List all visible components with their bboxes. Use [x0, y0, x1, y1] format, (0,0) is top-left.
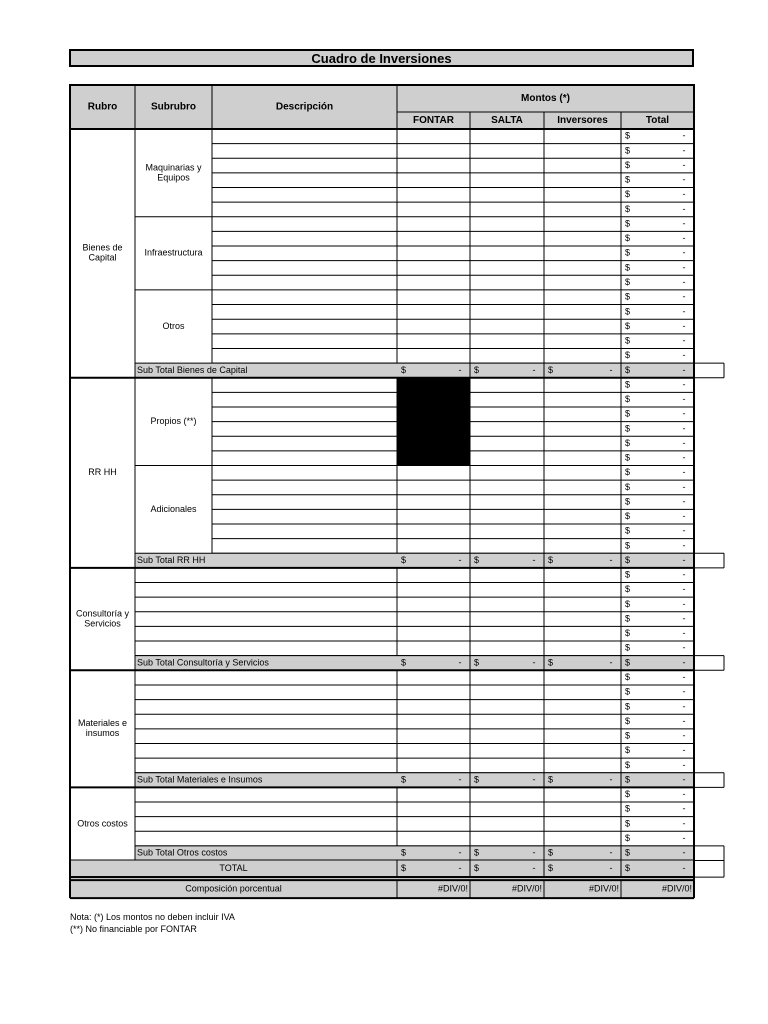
total-currency: $	[625, 715, 631, 726]
dash-value: -	[682, 832, 686, 843]
subtotal-currency: $	[625, 847, 631, 858]
extra-cell	[695, 773, 724, 788]
total-currency: $	[625, 306, 631, 317]
dash-value: -	[682, 174, 686, 185]
total-row-currency: $	[401, 863, 407, 874]
header-rubro: Rubro	[87, 101, 118, 113]
rubro-label: insumos	[85, 728, 120, 739]
dash-value: -	[458, 554, 462, 565]
div-error-value: #DIV/0!	[437, 883, 468, 894]
subrubro-label: Infraestructura	[144, 247, 203, 258]
subtotal-currency: $	[474, 847, 480, 858]
dash-value: -	[609, 847, 613, 858]
dash-value: -	[682, 672, 686, 682]
dash-value: -	[682, 394, 686, 405]
subtotal-currency: $	[548, 364, 554, 375]
header-descripcion: Descripción	[275, 101, 334, 113]
subtotal-currency: $	[401, 554, 407, 565]
dash-value: -	[609, 364, 613, 375]
subtotal-currency: $	[401, 774, 407, 785]
subrubro-label: Maquinarias y	[145, 162, 202, 173]
dash-value: -	[682, 247, 686, 258]
total-currency: $	[625, 496, 631, 507]
header-total: Total	[645, 115, 670, 127]
total-currency: $	[625, 233, 631, 244]
header-inversores: Inversores	[557, 115, 608, 127]
total-currency: $	[625, 379, 631, 390]
dash-value: -	[682, 233, 686, 244]
dash-value: -	[682, 803, 686, 814]
dash-value: -	[682, 159, 686, 170]
rubro-label: RR HH	[88, 467, 117, 478]
subtotal-currency: $	[548, 554, 554, 565]
dash-value: -	[609, 774, 613, 785]
subtotal-currency: $	[548, 847, 554, 858]
subtotal-label: Sub Total RR HH	[137, 554, 206, 565]
dash-value: -	[682, 218, 686, 229]
dash-value: -	[609, 554, 613, 565]
extra-cell	[695, 553, 724, 568]
subrubro-label: Adicionales	[150, 503, 197, 514]
total-currency: $	[625, 262, 631, 273]
total-currency: $	[625, 686, 631, 697]
dash-value: -	[458, 847, 462, 858]
total-currency: $	[625, 452, 631, 463]
dash-value: -	[682, 715, 686, 726]
dash-value: -	[532, 554, 536, 565]
dash-value: -	[458, 657, 462, 668]
dash-value: -	[682, 335, 686, 346]
dash-value: -	[682, 613, 686, 624]
extra-cell	[695, 363, 724, 378]
subtotal-currency: $	[548, 657, 554, 668]
dash-value: -	[609, 657, 613, 668]
dash-value: -	[682, 408, 686, 419]
rubro-label: Capital	[88, 252, 117, 263]
total-row	[70, 861, 694, 878]
total-currency: $	[625, 745, 631, 756]
dash-value: -	[682, 364, 686, 375]
subrubro-label: Equipos	[157, 172, 190, 183]
total-row-currency: $	[548, 863, 554, 874]
dash-value: -	[682, 789, 686, 800]
dash-value: -	[682, 511, 686, 522]
rubro-label: Servicios	[84, 618, 121, 629]
fontar-blocked-cell	[397, 378, 470, 466]
total-currency: $	[625, 189, 631, 200]
dash-value: -	[682, 759, 686, 770]
dash-value: -	[682, 189, 686, 200]
total-label: TOTAL	[219, 863, 248, 874]
total-currency: $	[625, 628, 631, 639]
subrubro-label: Otros	[162, 320, 185, 331]
header-fontar: FONTAR	[413, 115, 454, 127]
dash-value: -	[609, 863, 613, 874]
total-currency: $	[625, 818, 631, 829]
total-currency: $	[625, 701, 631, 712]
dash-value: -	[458, 774, 462, 785]
div-error-value: #DIV/0!	[588, 883, 619, 894]
div-error-value: #DIV/0!	[661, 883, 692, 894]
total-currency: $	[625, 759, 631, 770]
dash-value: -	[682, 847, 686, 858]
subtotal-currency: $	[625, 774, 631, 785]
total-currency: $	[625, 832, 631, 843]
subtotal-currency: $	[474, 364, 480, 375]
dash-value: -	[532, 847, 536, 858]
dash-value: -	[682, 686, 686, 697]
dash-value: -	[682, 540, 686, 551]
note-iva: Nota: (*) Los montos no deben incluir IVA	[70, 912, 235, 922]
subtotal-label: Sub Total Materiales e Insumos	[137, 774, 263, 785]
dash-value: -	[532, 364, 536, 375]
dash-value: -	[682, 262, 686, 273]
dash-value: -	[458, 364, 462, 375]
total-currency: $	[625, 423, 631, 434]
total-currency: $	[625, 803, 631, 814]
extra-cell	[695, 846, 724, 861]
total-currency: $	[625, 203, 631, 214]
subtotal-currency: $	[625, 657, 631, 668]
header-montos: Montos (*)	[521, 93, 570, 105]
dash-value: -	[682, 276, 686, 287]
dash-value: -	[682, 598, 686, 609]
total-currency: $	[625, 130, 631, 141]
dash-value: -	[682, 437, 686, 448]
dash-value: -	[682, 320, 686, 331]
extra-cell	[695, 656, 724, 671]
dash-value: -	[682, 481, 686, 492]
header-subrubro: Subrubro	[151, 101, 196, 113]
subtotal-currency: $	[474, 657, 480, 668]
total-currency: $	[625, 584, 631, 595]
subtotal-currency: $	[474, 554, 480, 565]
note-fontar: (**) No financiable por FONTAR	[70, 924, 197, 934]
total-currency: $	[625, 291, 631, 302]
total-currency: $	[625, 540, 631, 551]
subtotal-currency: $	[625, 554, 631, 565]
total-currency: $	[625, 276, 631, 287]
div-error-value: #DIV/0!	[511, 883, 542, 894]
subtotal-currency: $	[474, 774, 480, 785]
dash-value: -	[682, 863, 686, 874]
dash-value: -	[682, 657, 686, 668]
subtotal-currency: $	[625, 364, 631, 375]
subtotal-label: Sub Total Otros costos	[137, 847, 228, 858]
total-currency: $	[625, 437, 631, 448]
dash-value: -	[682, 145, 686, 156]
total-currency: $	[625, 394, 631, 405]
dash-value: -	[532, 657, 536, 668]
total-currency: $	[625, 569, 631, 580]
dash-value: -	[682, 730, 686, 741]
subtotal-currency: $	[401, 847, 407, 858]
dash-value: -	[682, 306, 686, 317]
page-title: Cuadro de Inversiones	[69, 49, 694, 67]
total-currency: $	[625, 159, 631, 170]
dash-value: -	[682, 818, 686, 829]
subtotal-label: Sub Total Bienes de Capital	[137, 364, 248, 375]
subtotal-label: Sub Total Consultoría y Servicios	[137, 657, 269, 668]
total-currency: $	[625, 642, 631, 653]
dash-value: -	[682, 379, 686, 390]
subtotal-currency: $	[548, 774, 554, 785]
dash-value: -	[682, 291, 686, 302]
dash-value: -	[682, 642, 686, 653]
total-row-currency: $	[474, 863, 480, 874]
dash-value: -	[682, 423, 686, 434]
total-currency: $	[625, 247, 631, 258]
total-currency: $	[625, 218, 631, 229]
total-currency: $	[625, 613, 631, 624]
subtotal-currency: $	[401, 364, 407, 375]
header-salta: SALTA	[491, 115, 523, 127]
total-currency: $	[625, 408, 631, 419]
dash-value: -	[682, 467, 686, 478]
total-currency: $	[625, 350, 631, 361]
composicion-label: Composición porcentual	[185, 883, 282, 894]
subrubro-label: Propios (**)	[150, 415, 197, 426]
dash-value: -	[458, 863, 462, 874]
dash-value: -	[682, 554, 686, 565]
total-currency: $	[625, 335, 631, 346]
dash-value: -	[682, 584, 686, 595]
total-currency: $	[625, 672, 631, 682]
total-currency: $	[625, 145, 631, 156]
total-currency: $	[625, 467, 631, 478]
dash-value: -	[682, 350, 686, 361]
total-currency: $	[625, 789, 631, 800]
dash-value: -	[532, 863, 536, 874]
total-currency: $	[625, 481, 631, 492]
rubro-label: Otros costos	[77, 818, 128, 829]
dash-value: -	[682, 496, 686, 507]
total-currency: $	[625, 320, 631, 331]
total-currency: $	[625, 511, 631, 522]
dash-value: -	[682, 628, 686, 639]
dash-value: -	[682, 569, 686, 580]
subtotal-currency: $	[401, 657, 407, 668]
total-currency: $	[625, 598, 631, 609]
dash-value: -	[682, 701, 686, 712]
total-currency: $	[625, 730, 631, 741]
dash-value: -	[682, 774, 686, 785]
total-row-currency: $	[625, 863, 631, 874]
total-currency: $	[625, 525, 631, 536]
dash-value: -	[682, 745, 686, 756]
total-currency: $	[625, 174, 631, 185]
footnotes	[70, 911, 235, 935]
dash-value: -	[532, 774, 536, 785]
rubro-label: Materiales e	[77, 718, 128, 729]
rubro-label: Consultoría y	[75, 608, 130, 619]
rubro-label: Bienes de	[82, 242, 123, 253]
dash-value: -	[682, 203, 686, 214]
dash-value: -	[682, 452, 686, 463]
dash-value: -	[682, 525, 686, 536]
dash-value: -	[682, 130, 686, 141]
